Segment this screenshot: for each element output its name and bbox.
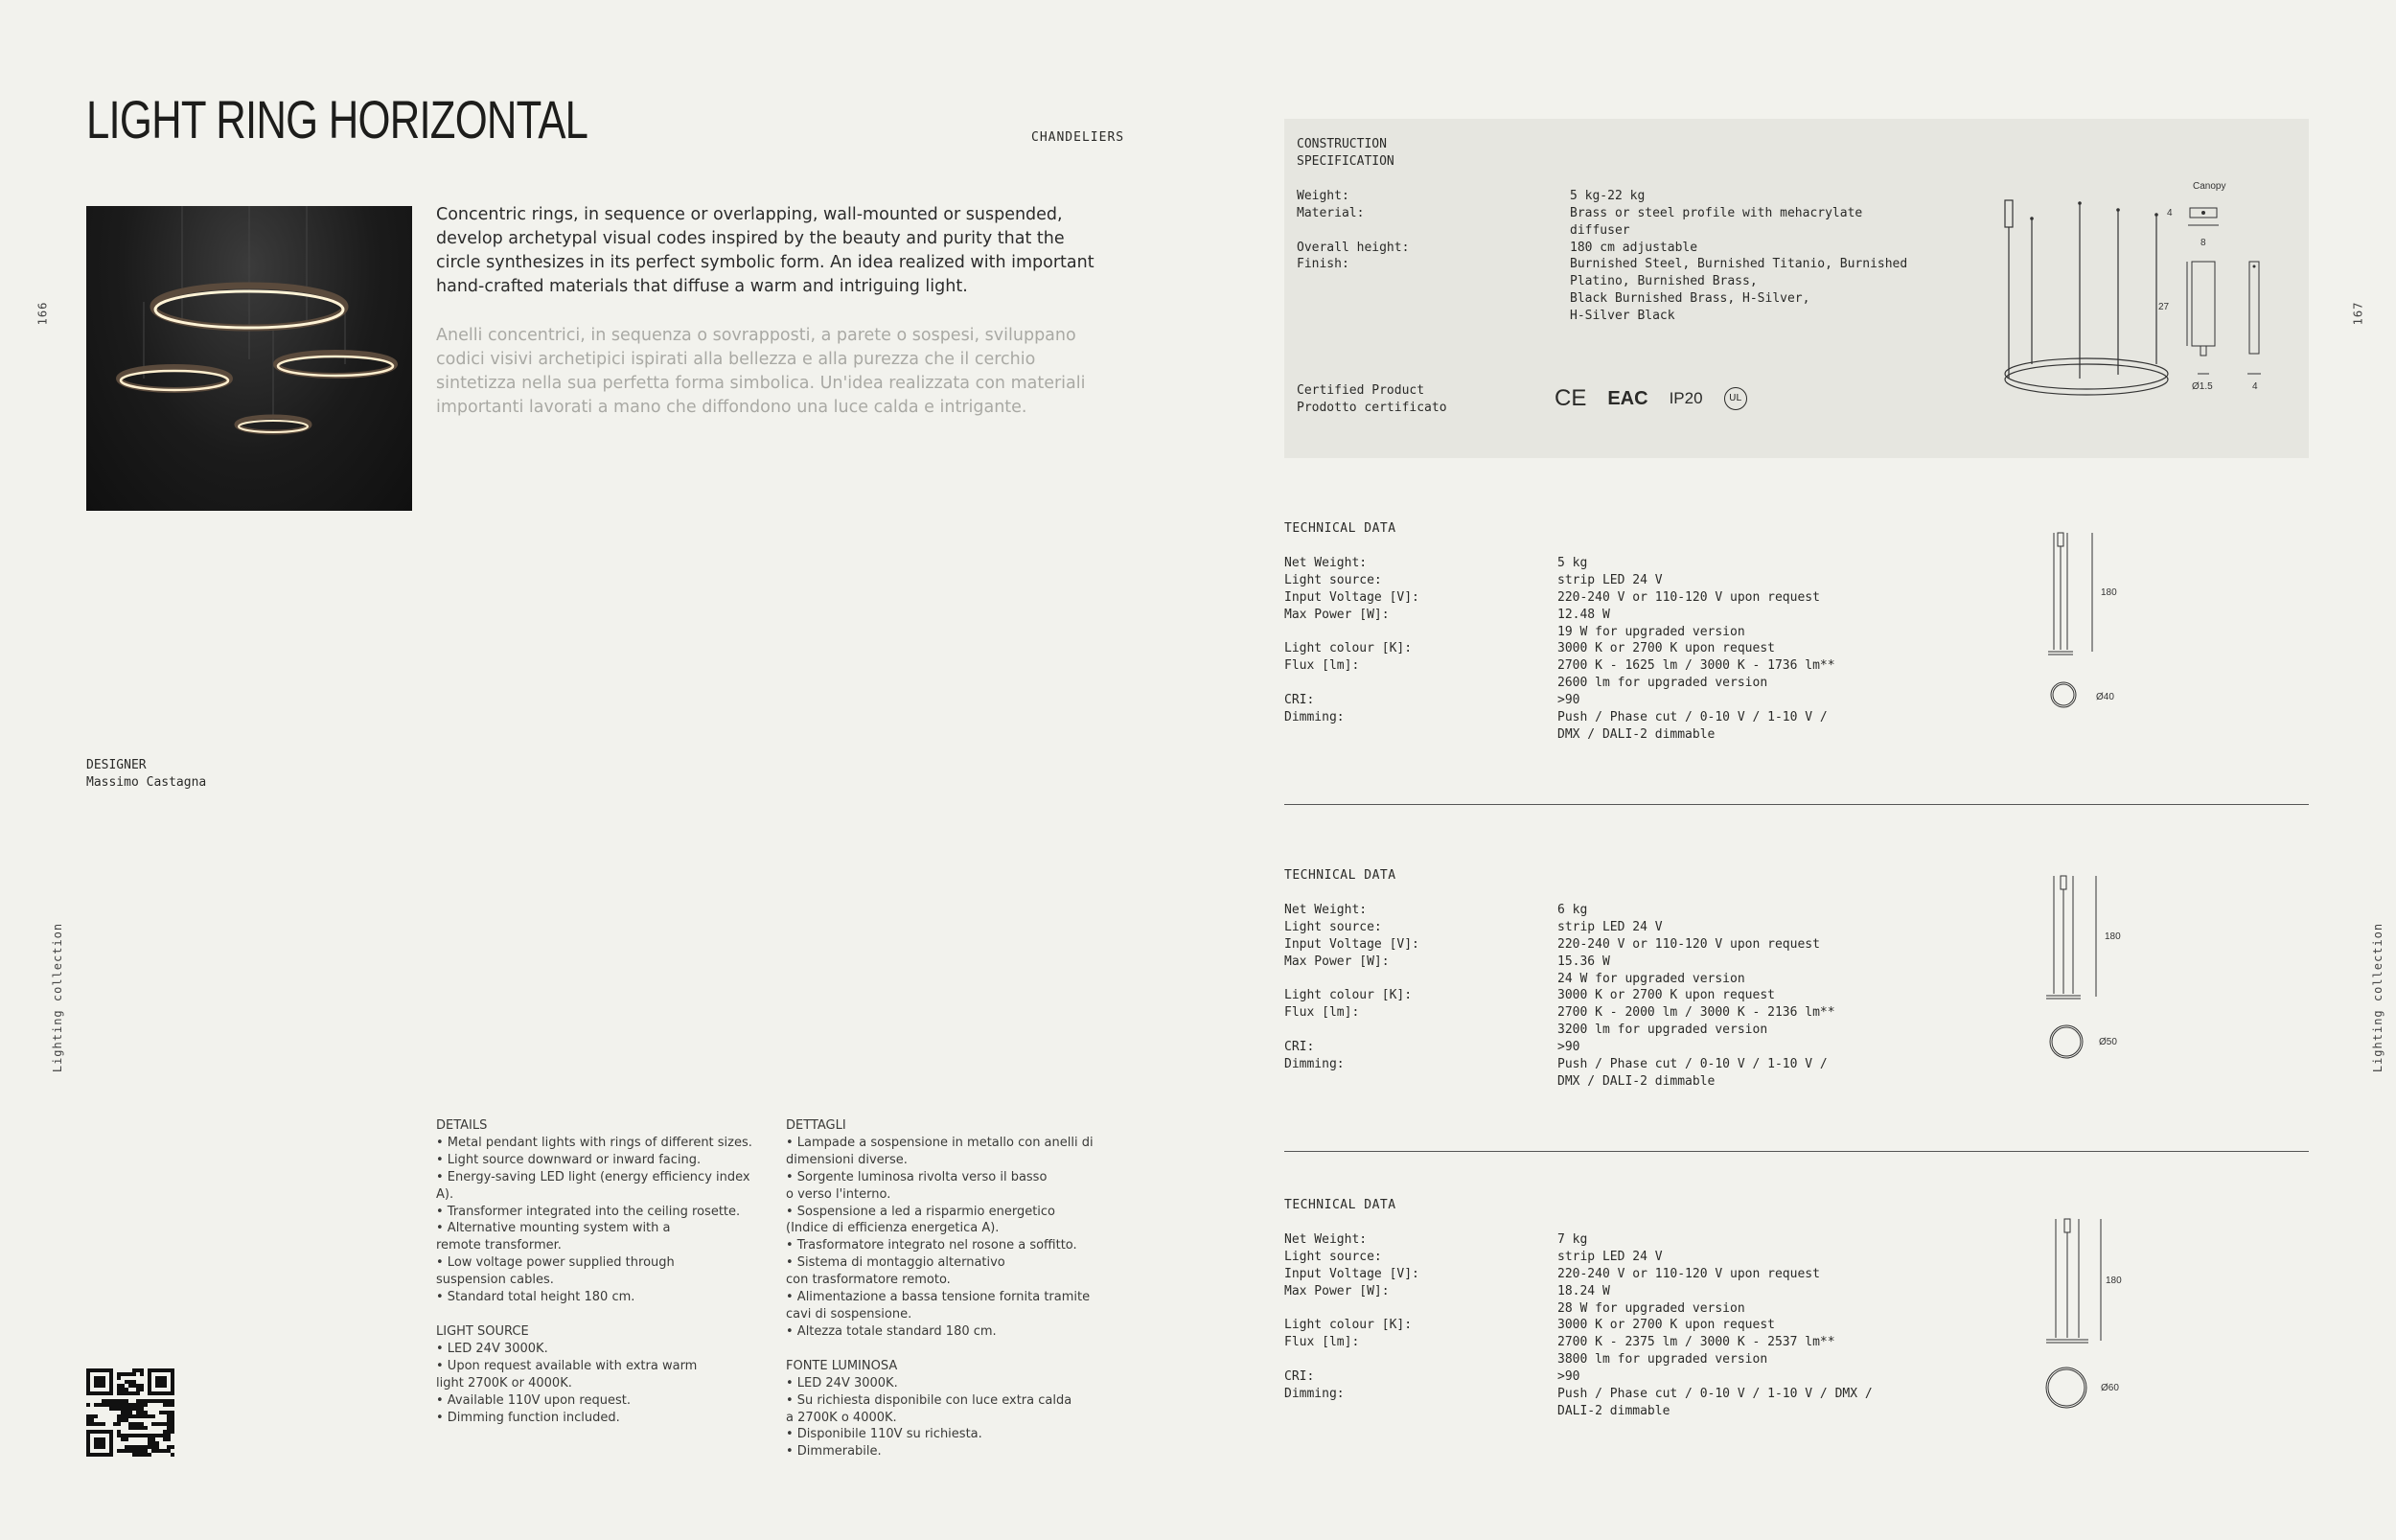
spec-row xyxy=(1297,240,1910,257)
spec-value-line: 19 W for upgraded version xyxy=(1557,624,1745,639)
spec-value xyxy=(1557,555,1955,572)
ul-mark-icon: UL xyxy=(1724,387,1747,410)
spec-key: Max Power [W]: xyxy=(1284,954,1390,969)
spec-key: Input Voltage [V]: xyxy=(1284,589,1419,605)
list-item: • Alimentazione a bassa tensione fornita tramite xyxy=(786,1290,1091,1305)
spec-value-line: Brass or steel profile with mehacrylate xyxy=(1570,205,1863,220)
spec-value-line: Black Burnished Brass, H-Silver, xyxy=(1570,291,1810,307)
spec-value xyxy=(1557,1283,1955,1318)
spec-value-line: 180 cm adjustable xyxy=(1570,240,1698,255)
spec-row xyxy=(1284,1231,1955,1249)
technical-data-section xyxy=(1284,1197,1955,1420)
spec-key: Net Weight: xyxy=(1284,555,1368,570)
spec-value-line: 6 kg xyxy=(1557,902,1588,917)
list-item: • Low voltage power supplied through xyxy=(436,1255,675,1271)
spec-row xyxy=(1284,1368,1955,1386)
spec-value xyxy=(1557,657,1955,692)
spec-value-line: 24 W for upgraded version xyxy=(1557,971,1745,986)
diameter-dimension: Ø40 xyxy=(2096,692,2114,702)
light-source-list xyxy=(436,1341,762,1427)
spec-value-line: >90 xyxy=(1557,1040,1580,1055)
spec-value xyxy=(1557,919,1955,936)
list-item: a 2700K o 4000K. xyxy=(786,1410,897,1425)
spec-key: Material: xyxy=(1297,205,1365,220)
spec-value xyxy=(1557,902,1955,919)
details-title: DETAILS xyxy=(436,1118,488,1133)
spec-value-line: DMX / DALI-2 dimmable xyxy=(1557,1073,1716,1089)
spec-value xyxy=(1557,572,1955,589)
list-item: • Su richiesta disponibile con luce extra calda xyxy=(786,1392,1072,1408)
spec-value-line: 3000 K or 2700 K upon request xyxy=(1557,641,1775,656)
spec-value xyxy=(1557,1231,1955,1249)
page-number-left: 166 xyxy=(35,301,50,326)
spec-value-line: Push / Phase cut / 0-10 V / 1-10 V / DMX / xyxy=(1557,1387,1873,1402)
diameter-dimension: Ø60 xyxy=(2101,1383,2119,1393)
ring-lamps-image xyxy=(86,206,412,511)
spec-value xyxy=(1570,188,1910,205)
spec-value xyxy=(1557,1266,1955,1283)
spec-row xyxy=(1284,1317,1955,1334)
collection-label-right: Lighting collection xyxy=(2371,922,2385,1073)
spec-value xyxy=(1557,607,1955,641)
list-item: • Light source downward or inward facing. xyxy=(436,1152,702,1167)
spec-value-line: 2700 K - 1625 lm / 3000 K - 1736 lm** xyxy=(1557,658,1835,674)
spec-key: Input Voltage [V]: xyxy=(1284,1266,1419,1281)
spec-value-line: strip LED 24 V xyxy=(1557,1249,1663,1264)
spec-value xyxy=(1557,1368,1955,1386)
spec-value-line: 3000 K or 2700 K upon request xyxy=(1557,1318,1775,1333)
list-item: • Alternative mounting system with a xyxy=(436,1221,671,1236)
list-item: • Sorgente luminosa rivolta verso il basso xyxy=(786,1169,1048,1184)
spec-value-line: 3200 lm for upgraded version xyxy=(1557,1023,1768,1038)
list-item: dimensioni diverse. xyxy=(786,1152,908,1167)
spec-value xyxy=(1557,936,1955,954)
spec-value-line: strip LED 24 V xyxy=(1557,919,1663,934)
spec-value xyxy=(1557,589,1955,607)
spec-value-line: Push / Phase cut / 0-10 V / 1-10 V / xyxy=(1557,1057,1828,1072)
spec-key: Flux [lm]: xyxy=(1284,658,1360,674)
designer-label: DESIGNER xyxy=(86,758,147,772)
qr-code[interactable] xyxy=(86,1368,174,1457)
spec-value-line: strip LED 24 V xyxy=(1557,572,1663,587)
spec-value-line: DALI-2 dimmable xyxy=(1557,1403,1670,1418)
spec-key: Net Weight: xyxy=(1284,1231,1368,1247)
dimension-drawing xyxy=(2037,527,2152,719)
spec-value-line: >90 xyxy=(1557,1369,1580,1385)
category-label: CHANDELIERS xyxy=(1031,130,1125,145)
height-dimension: 180 xyxy=(2106,1276,2122,1286)
qr-code-icon xyxy=(86,1368,174,1457)
spec-value xyxy=(1557,1039,1955,1056)
spec-value-line: H-Silver Black xyxy=(1570,309,1675,324)
spec-key: Max Power [W]: xyxy=(1284,1283,1390,1299)
list-item: • Standard total height 180 cm. xyxy=(436,1290,635,1305)
list-item: • Upon request available with extra warm xyxy=(436,1358,698,1373)
spec-row xyxy=(1284,1249,1955,1266)
spec-value-line: 7 kg xyxy=(1557,1231,1588,1247)
dimension-drawing xyxy=(2037,1215,2152,1416)
spec-value xyxy=(1570,240,1910,257)
spec-key: Light colour [K]: xyxy=(1284,641,1413,656)
list-item: light 2700K or 4000K. xyxy=(436,1375,572,1391)
list-item: • Sistema di montaggio alternativo xyxy=(786,1255,1005,1271)
list-item: • LED 24V 3000K. xyxy=(786,1375,898,1391)
spec-row xyxy=(1284,936,1955,954)
technical-data-section xyxy=(1284,867,1955,1091)
spec-value-line: 5 kg xyxy=(1557,555,1588,570)
light-source-title: LIGHT SOURCE xyxy=(436,1323,529,1339)
spec-value-line: 2700 K - 2000 lm / 3000 K - 2136 lm** xyxy=(1557,1005,1835,1021)
spec-row xyxy=(1284,987,1955,1004)
spec-key: Finish: xyxy=(1297,257,1349,272)
description-italian: Anelli concentrici, in sequenza o sovrapposti, a parete o sospesi, sviluppano codici visivi archetipici ispirati alla bellezza e alla purezza che il cerchio sintetizza nella sua perfetta forma simbolica. Un'idea realizzata con materiali importanti lavorati a mano che diffondono una luce calda e intrigante. xyxy=(436,326,1086,417)
technical-data-title: TECHNICAL DATA xyxy=(1284,1198,1396,1212)
spec-row xyxy=(1297,256,1910,325)
spec-value xyxy=(1557,640,1955,657)
fonte-luminosa-list xyxy=(786,1375,1112,1461)
list-item: (Indice di efficienza energetica A). xyxy=(786,1221,1000,1236)
list-item: • Dimmerabile. xyxy=(786,1444,882,1460)
spec-value-line: Burnished Steel, Burnished Titanio, Burnished xyxy=(1570,257,1908,272)
spec-key: Overall height: xyxy=(1297,240,1410,255)
spec-value-line: Push / Phase cut / 0-10 V / 1-10 V / xyxy=(1557,710,1828,725)
spec-key: Max Power [W]: xyxy=(1284,607,1390,622)
spec-value-line: 2600 lm for upgraded version xyxy=(1557,676,1768,691)
technical-data-section xyxy=(1284,520,1955,744)
section-divider xyxy=(1284,804,2309,805)
construction-spec xyxy=(1297,136,1910,325)
spec-row xyxy=(1284,1056,1955,1091)
ce-mark-icon: CE xyxy=(1555,385,1587,411)
spec-value-line: 220-240 V or 110-120 V upon request xyxy=(1557,1266,1820,1281)
spec-key: Weight: xyxy=(1297,188,1349,203)
spec-value xyxy=(1557,692,1955,709)
spec-value-line: 15.36 W xyxy=(1557,954,1610,969)
certification-marks xyxy=(1555,385,1747,412)
list-item: con trasformatore remoto. xyxy=(786,1273,951,1288)
spec-row xyxy=(1284,709,1955,744)
spec-key: Flux [lm]: xyxy=(1284,1005,1360,1021)
product-photo xyxy=(86,206,412,511)
list-item: cavi di sospensione. xyxy=(786,1306,912,1322)
list-item: • Lampade a sospensione in metallo con anelli di xyxy=(786,1135,1094,1150)
spec-row xyxy=(1284,555,1955,572)
spec-value-line: diffuser xyxy=(1570,222,1630,238)
spec-value-line: DMX / DALI-2 dimmable xyxy=(1557,726,1716,742)
diameter-dimension: Ø50 xyxy=(2099,1037,2117,1047)
spec-row xyxy=(1284,919,1955,936)
spec-value-line: 12.48 W xyxy=(1557,607,1610,622)
dettagli-title: DETTAGLI xyxy=(786,1118,846,1133)
height-dimension: 180 xyxy=(2105,931,2121,942)
spec-value-line: 2700 K - 2375 lm / 3000 K - 2537 lm** xyxy=(1557,1335,1835,1350)
spec-value xyxy=(1557,709,1955,744)
spec-value-line: 220-240 V or 110-120 V upon request xyxy=(1557,936,1820,952)
details-italian xyxy=(786,1117,1112,1478)
certified-product: Certified Product Prodotto certificato xyxy=(1297,383,1447,415)
spec-row xyxy=(1284,1334,1955,1368)
list-item: • Dimming function included. xyxy=(436,1410,620,1425)
canopy-dim-c: 27 xyxy=(2158,302,2170,312)
section-divider xyxy=(1284,1151,2309,1152)
list-item: • Trasformatore integrato nel rosone a soffitto. xyxy=(786,1238,1077,1253)
canopy-drawing xyxy=(2152,196,2267,398)
spec-key: CRI: xyxy=(1284,1369,1315,1385)
spec-row xyxy=(1284,640,1955,657)
spec-row xyxy=(1284,1283,1955,1318)
spec-value-line: 3800 lm for upgraded version xyxy=(1557,1352,1768,1368)
spec-key: Dimming: xyxy=(1284,1057,1345,1072)
spec-value-line: 3000 K or 2700 K upon request xyxy=(1557,988,1775,1003)
list-item: • Transformer integrated into the ceiling rosette. xyxy=(436,1204,741,1219)
list-item: • Disponibile 110V su richiesta. xyxy=(786,1427,982,1442)
canopy-dim-b: 8 xyxy=(2200,238,2206,248)
spec-value xyxy=(1557,1004,1955,1039)
dimension-drawing xyxy=(2037,874,2152,1066)
height-dimension: 180 xyxy=(2101,587,2117,598)
spec-value-line: >90 xyxy=(1557,693,1580,708)
list-item: remote transformer. xyxy=(436,1238,562,1253)
spec-row xyxy=(1284,657,1955,692)
designer-name: Massimo Castagna xyxy=(86,775,207,790)
spec-key: Light colour [K]: xyxy=(1284,988,1413,1003)
canopy-label: Canopy xyxy=(2193,181,2226,192)
list-item: • Altezza totale standard 180 cm. xyxy=(786,1323,997,1339)
construction-rows xyxy=(1297,188,1910,325)
details-english xyxy=(436,1117,762,1443)
spec-key: Net Weight: xyxy=(1284,902,1368,917)
spec-row xyxy=(1284,692,1955,709)
spec-key: CRI: xyxy=(1284,1040,1315,1055)
spec-value xyxy=(1557,1317,1955,1334)
spec-row xyxy=(1284,572,1955,589)
list-item: • LED 24V 3000K. xyxy=(436,1341,548,1356)
spec-key: Dimming: xyxy=(1284,1387,1345,1402)
spec-row xyxy=(1284,1386,1955,1420)
spec-key: Flux [lm]: xyxy=(1284,1335,1360,1350)
details-list xyxy=(436,1135,762,1306)
spec-row xyxy=(1284,607,1955,641)
eac-mark-icon: EAC xyxy=(1607,387,1648,409)
spec-value xyxy=(1557,954,1955,988)
list-item: • Energy-saving LED light (energy efficiency index A). xyxy=(436,1169,750,1202)
spec-key: Light source: xyxy=(1284,1249,1382,1264)
fonte-luminosa-title: FONTE LUMINOSA xyxy=(786,1358,898,1373)
spec-value-line: 5 kg-22 kg xyxy=(1570,188,1646,203)
collection-label-left: Lighting collection xyxy=(51,922,65,1073)
spec-key: CRI: xyxy=(1284,693,1315,708)
spec-row xyxy=(1284,1039,1955,1056)
spec-value xyxy=(1570,205,1910,240)
technical-data-title: TECHNICAL DATA xyxy=(1284,521,1396,536)
spec-row xyxy=(1297,188,1910,205)
canopy-dim-e: 4 xyxy=(2252,381,2258,392)
list-item: o verso l'interno. xyxy=(786,1186,891,1202)
spec-row xyxy=(1284,589,1955,607)
spec-value xyxy=(1557,1056,1955,1091)
spec-row xyxy=(1284,902,1955,919)
designer-block xyxy=(86,757,206,792)
spec-row xyxy=(1297,205,1910,240)
spec-value xyxy=(1557,1386,1955,1420)
spec-key: Dimming: xyxy=(1284,710,1345,725)
spec-key: Light colour [K]: xyxy=(1284,1318,1413,1333)
description-english: Concentric rings, in sequence or overlapping, wall-mounted or suspended, develop archetypal visual codes inspired by the beauty and purity that the circle synthesizes in its perfect symbolic form. An idea realized with important hand-crafted materials that diffuse a warm and intriguing light. xyxy=(436,205,1094,296)
list-item: • Metal pendant lights with rings of different sizes. xyxy=(436,1135,752,1150)
canopy-dim-a: 4 xyxy=(2167,208,2173,218)
spec-row xyxy=(1284,954,1955,988)
list-item: • Sospensione a led a risparmio energetico xyxy=(786,1204,1056,1219)
construction-title: CONSTRUCTION SPECIFICATION xyxy=(1297,137,1394,169)
spec-value xyxy=(1557,987,1955,1004)
page-title: LIGHT RING HORIZONTAL xyxy=(86,89,588,149)
page-number-right: 167 xyxy=(2351,301,2365,326)
spec-key: Input Voltage [V]: xyxy=(1284,936,1419,952)
ip-rating: IP20 xyxy=(1669,389,1703,407)
spec-value-line: Platino, Burnished Brass, xyxy=(1570,274,1758,289)
dettagli-list xyxy=(786,1135,1112,1341)
spec-value-line: 28 W for upgraded version xyxy=(1557,1300,1745,1316)
spec-value xyxy=(1557,1249,1955,1266)
list-item: • Available 110V upon request. xyxy=(436,1392,631,1408)
spec-row xyxy=(1284,1004,1955,1039)
spec-value-line: 18.24 W xyxy=(1557,1283,1610,1299)
canopy-dim-d: Ø1.5 xyxy=(2192,381,2213,392)
spec-row xyxy=(1284,1266,1955,1283)
spec-value-line: 220-240 V or 110-120 V upon request xyxy=(1557,589,1820,605)
spec-key: Light source: xyxy=(1284,919,1382,934)
spec-key: Light source: xyxy=(1284,572,1382,587)
spec-value xyxy=(1570,256,1910,325)
technical-data-title: TECHNICAL DATA xyxy=(1284,868,1396,883)
spec-value xyxy=(1557,1334,1955,1368)
list-item: suspension cables. xyxy=(436,1273,554,1288)
